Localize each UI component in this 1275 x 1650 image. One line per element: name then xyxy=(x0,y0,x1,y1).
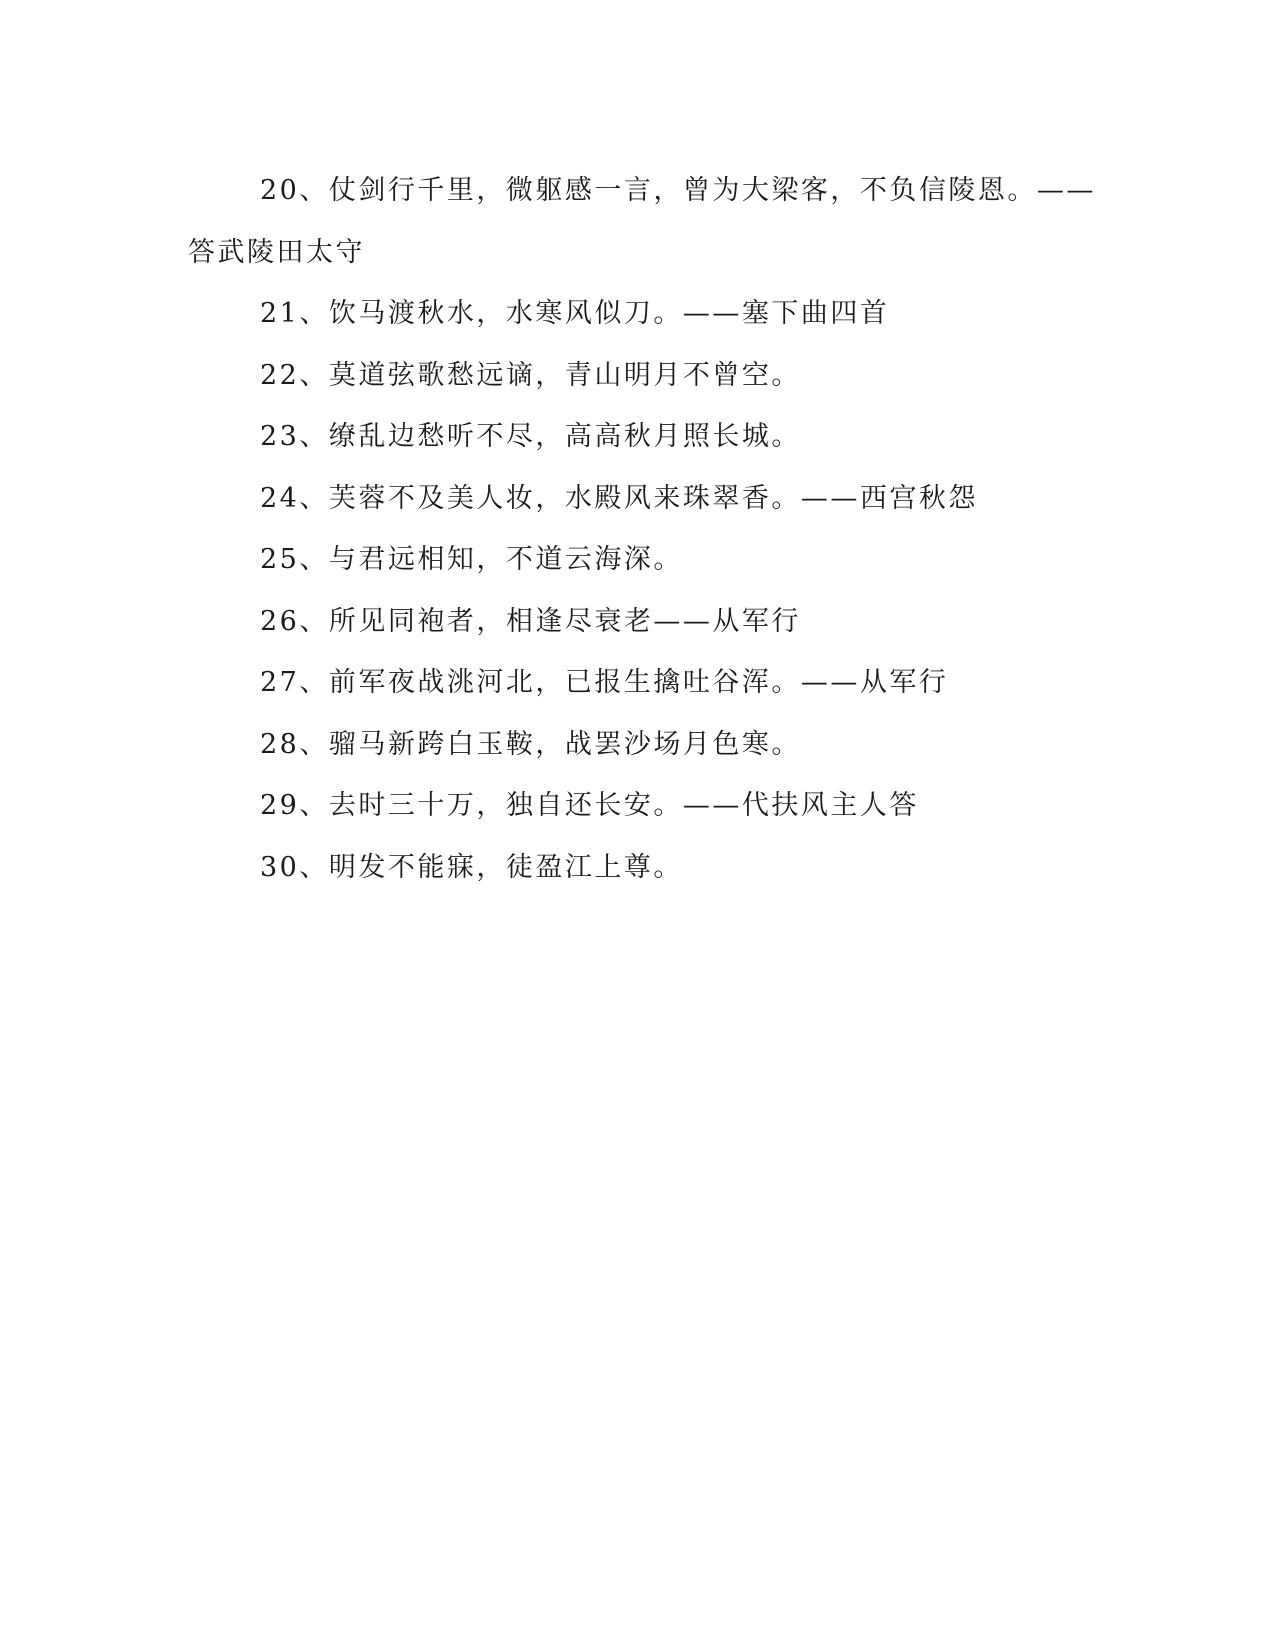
poem-line-23: 23、缭乱边愁听不尽，高高秋月照长城。 xyxy=(260,421,801,452)
poem-line-27: 27、前军夜战洮河北，已报生擒吐谷浑。——从军行 xyxy=(260,667,949,698)
poem-line-20: 20、仗剑行千里，微躯感一言，曾为大梁客，不负信陵恩。—— xyxy=(260,175,1096,206)
poem-line-21: 21、饮马渡秋水，水寒风似刀。——塞下曲四首 xyxy=(260,298,890,329)
poem-line-26: 26、所见同袍者，相逢尽衰老——从军行 xyxy=(260,605,801,637)
poem-line-22: 22、莫道弦歌愁远谪，青山明月不曾空。 xyxy=(260,359,801,391)
poem-line-25: 25、与君远相知，不道云海深。 xyxy=(260,544,683,575)
poem-line-29: 29、去时三十万，独自还长安。——代扶风主人答 xyxy=(260,790,919,821)
poem-line-30: 30、明发不能寐，徒盈江上尊。 xyxy=(260,851,683,883)
poem-line-28: 28、骝马新跨白玉鞍，战罢沙场月色寒。 xyxy=(260,728,801,760)
document-body xyxy=(188,160,1096,898)
poem-line-20-continuation: 答武陵田太守 xyxy=(188,236,365,268)
poem-line-24: 24、芙蓉不及美人妆，水殿风来珠翠香。——西宫秋怨 xyxy=(260,482,978,514)
